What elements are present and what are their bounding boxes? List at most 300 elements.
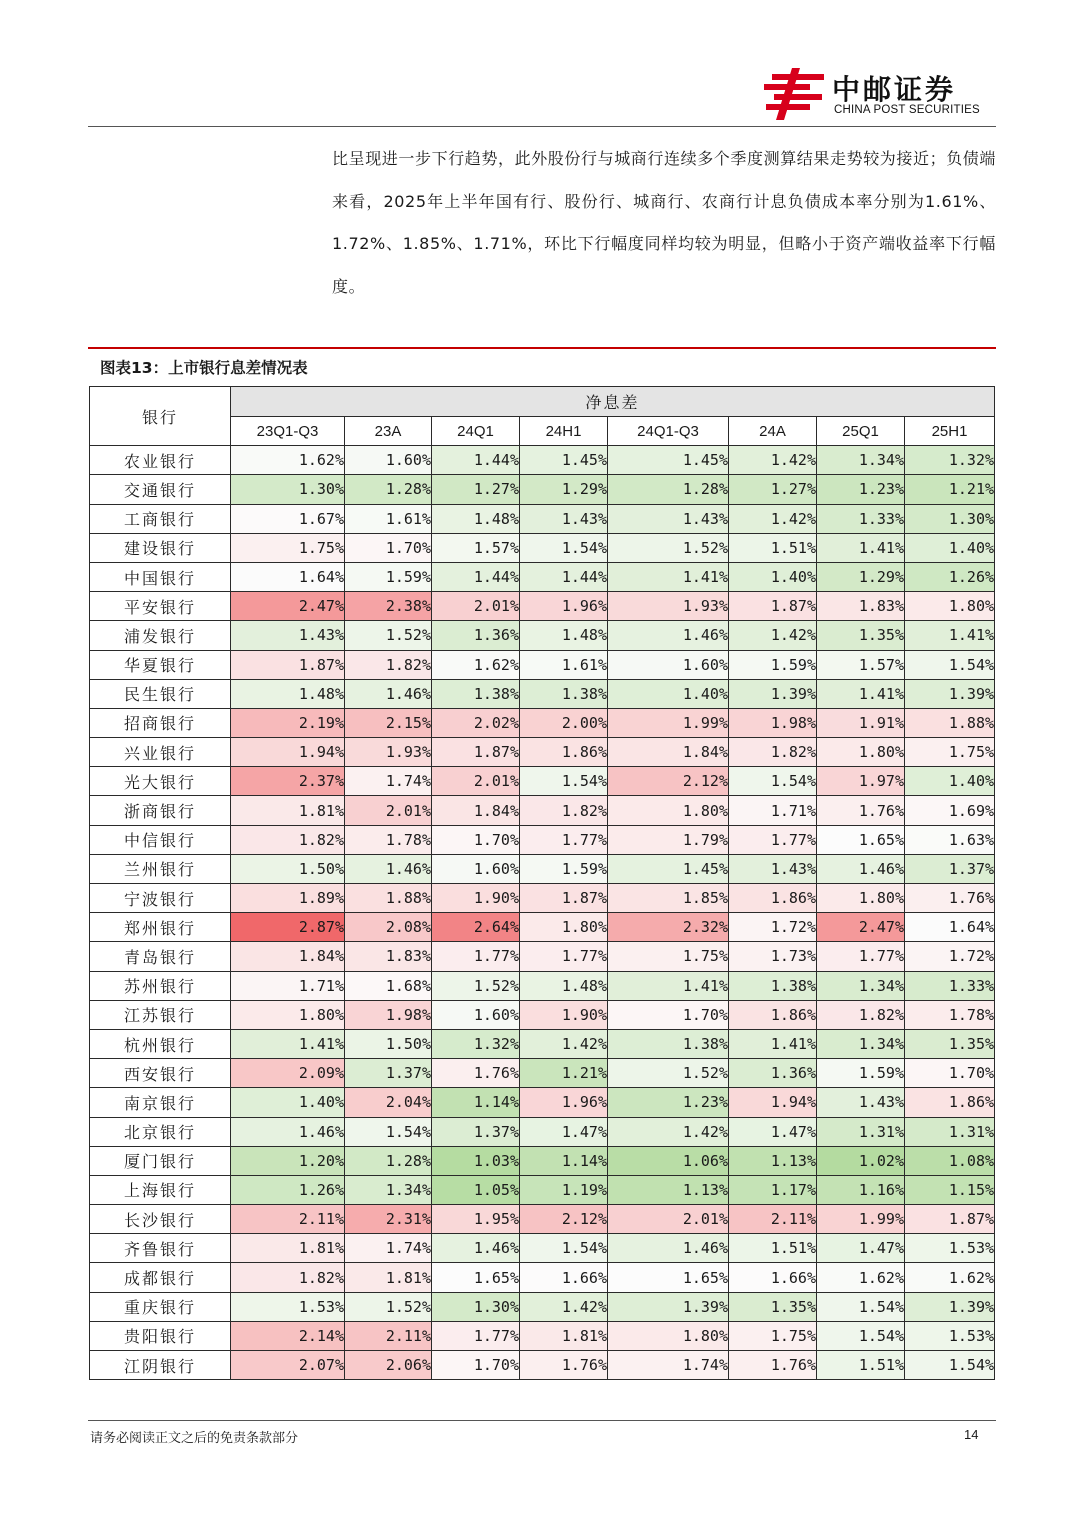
nim-value-cell: 1.47% [520, 1117, 608, 1146]
nim-value-cell: 1.42% [520, 1029, 608, 1058]
bank-name-cell: 华夏银行 [90, 650, 231, 679]
nim-value-cell: 1.50% [231, 854, 345, 883]
bank-name-cell: 青岛银行 [90, 942, 231, 971]
nim-value-cell: 1.51% [729, 533, 817, 562]
nim-value-cell: 1.52% [432, 971, 520, 1000]
nim-value-cell: 1.46% [432, 1234, 520, 1263]
table-row [90, 796, 995, 825]
table-row [90, 1205, 995, 1234]
bank-name-cell: 长沙银行 [90, 1205, 231, 1234]
column-header: 23Q1-Q3 [231, 417, 345, 446]
nim-value-cell: 1.47% [729, 1117, 817, 1146]
nim-value-cell: 1.99% [817, 1205, 905, 1234]
nim-value-cell: 2.19% [231, 708, 345, 737]
nim-value-cell: 1.98% [729, 708, 817, 737]
nim-value-cell: 2.12% [520, 1205, 608, 1234]
nim-value-cell: 1.93% [608, 592, 729, 621]
nim-value-cell: 1.39% [729, 679, 817, 708]
column-header: 23A [345, 417, 432, 446]
bank-column-header: 银行 [90, 387, 231, 446]
nim-value-cell: 1.75% [729, 1321, 817, 1350]
nim-value-cell: 1.54% [817, 1321, 905, 1350]
nim-value-cell: 1.60% [345, 446, 432, 475]
nim-value-cell: 1.82% [231, 1263, 345, 1292]
nim-value-cell: 1.94% [231, 738, 345, 767]
nim-value-cell: 1.72% [905, 942, 995, 971]
nim-value-cell: 1.23% [608, 1088, 729, 1117]
bank-name-cell: 成都银行 [90, 1263, 231, 1292]
nim-value-cell: 1.46% [345, 679, 432, 708]
nim-value-cell: 1.70% [905, 1059, 995, 1088]
nim-value-cell: 1.83% [817, 592, 905, 621]
nim-value-cell: 2.08% [345, 913, 432, 942]
nim-value-cell: 1.33% [817, 504, 905, 533]
nim-value-cell: 1.88% [345, 884, 432, 913]
bank-name-cell: 浦发银行 [90, 621, 231, 650]
nim-value-cell: 2.37% [231, 767, 345, 796]
nim-value-cell: 1.60% [432, 854, 520, 883]
nim-value-cell: 1.43% [231, 621, 345, 650]
table-row [90, 446, 995, 475]
nim-value-cell: 1.77% [817, 942, 905, 971]
nim-value-cell: 1.76% [905, 884, 995, 913]
bank-name-cell: 民生银行 [90, 679, 231, 708]
nim-value-cell: 1.41% [608, 971, 729, 1000]
nim-value-cell: 1.57% [432, 533, 520, 562]
nim-value-cell: 1.60% [432, 1000, 520, 1029]
nim-value-cell: 1.91% [817, 708, 905, 737]
bank-name-cell: 建设银行 [90, 533, 231, 562]
nim-value-cell: 1.53% [231, 1292, 345, 1321]
nim-value-cell: 1.84% [608, 738, 729, 767]
nim-value-cell: 1.62% [905, 1263, 995, 1292]
bank-name-cell: 兴业银行 [90, 738, 231, 767]
nim-value-cell: 1.59% [729, 650, 817, 679]
nim-value-cell: 1.54% [520, 1234, 608, 1263]
nim-value-cell: 1.48% [231, 679, 345, 708]
nim-value-cell: 1.95% [432, 1205, 520, 1234]
column-header: 24H1 [520, 417, 608, 446]
nim-value-cell: 2.11% [729, 1205, 817, 1234]
nim-value-cell: 1.76% [432, 1059, 520, 1088]
nim-value-cell: 1.65% [608, 1263, 729, 1292]
nim-value-cell: 1.13% [608, 1175, 729, 1204]
nim-value-cell: 1.66% [520, 1263, 608, 1292]
nim-value-cell: 1.71% [231, 971, 345, 1000]
nim-value-cell: 1.79% [608, 825, 729, 854]
nim-value-cell: 1.46% [608, 621, 729, 650]
nim-value-cell: 1.75% [231, 533, 345, 562]
table-row [90, 1117, 995, 1146]
nim-value-cell: 1.87% [520, 884, 608, 913]
bank-name-cell: 平安银行 [90, 592, 231, 621]
nim-value-cell: 2.06% [345, 1351, 432, 1380]
nim-value-cell: 1.13% [729, 1146, 817, 1175]
table-row [90, 562, 995, 591]
table-row [90, 708, 995, 737]
nim-value-cell: 1.20% [231, 1146, 345, 1175]
nim-value-cell: 1.81% [520, 1321, 608, 1350]
nim-value-cell: 1.41% [729, 1029, 817, 1058]
nim-value-cell: 1.45% [608, 854, 729, 883]
nim-value-cell: 1.70% [432, 1351, 520, 1380]
nim-value-cell: 1.99% [608, 708, 729, 737]
nim-value-cell: 1.65% [432, 1263, 520, 1292]
nim-value-cell: 2.47% [817, 913, 905, 942]
nim-value-cell: 1.30% [231, 475, 345, 504]
nim-value-cell: 1.87% [231, 650, 345, 679]
table-row [90, 913, 995, 942]
nim-value-cell: 1.89% [231, 884, 345, 913]
nim-value-cell: 1.34% [817, 446, 905, 475]
nim-value-cell: 1.45% [520, 446, 608, 475]
bank-name-cell: 苏州银行 [90, 971, 231, 1000]
nim-value-cell: 1.64% [905, 913, 995, 942]
nim-value-cell: 1.44% [520, 562, 608, 591]
nim-value-cell: 1.02% [817, 1146, 905, 1175]
table-row [90, 854, 995, 883]
nim-value-cell: 1.52% [608, 533, 729, 562]
nim-value-cell: 1.23% [817, 475, 905, 504]
table-row [90, 884, 995, 913]
column-header: 24A [729, 417, 817, 446]
nim-value-cell: 1.46% [231, 1117, 345, 1146]
nim-value-cell: 1.26% [905, 562, 995, 591]
nim-value-cell: 1.54% [345, 1117, 432, 1146]
nim-value-cell: 1.46% [608, 1234, 729, 1263]
nim-value-cell: 1.86% [905, 1088, 995, 1117]
nim-value-cell: 1.40% [231, 1088, 345, 1117]
table-row [90, 738, 995, 767]
nim-value-cell: 1.87% [905, 1205, 995, 1234]
nim-value-cell: 1.30% [432, 1292, 520, 1321]
nim-value-cell: 1.43% [729, 854, 817, 883]
nim-value-cell: 1.36% [729, 1059, 817, 1088]
nim-value-cell: 1.86% [729, 884, 817, 913]
nim-value-cell: 1.65% [817, 825, 905, 854]
nim-value-cell: 1.86% [729, 1000, 817, 1029]
nim-value-cell: 1.70% [345, 533, 432, 562]
nim-value-cell: 1.82% [345, 650, 432, 679]
nim-value-cell: 1.86% [520, 738, 608, 767]
table-row [90, 1088, 995, 1117]
nim-value-cell: 1.39% [608, 1292, 729, 1321]
nim-value-cell: 1.35% [905, 1029, 995, 1058]
table-row [90, 1175, 995, 1204]
bank-name-cell: 中信银行 [90, 825, 231, 854]
nim-value-cell: 1.54% [729, 767, 817, 796]
nim-value-cell: 1.40% [905, 767, 995, 796]
nim-table [89, 386, 995, 1380]
nim-value-cell: 1.77% [520, 942, 608, 971]
table-row [90, 1059, 995, 1088]
nim-value-cell: 1.68% [345, 971, 432, 1000]
bank-name-cell: 厦门银行 [90, 1146, 231, 1175]
nim-value-cell: 1.43% [520, 504, 608, 533]
nim-value-cell: 1.88% [905, 708, 995, 737]
nim-value-cell: 1.74% [608, 1351, 729, 1380]
table-row [90, 679, 995, 708]
nim-value-cell: 1.76% [729, 1351, 817, 1380]
nim-value-cell: 1.38% [432, 679, 520, 708]
bank-name-cell: 西安银行 [90, 1059, 231, 1088]
nim-value-cell: 1.87% [432, 738, 520, 767]
nim-value-cell: 1.43% [608, 504, 729, 533]
table-row [90, 533, 995, 562]
nim-value-cell: 1.46% [817, 854, 905, 883]
nim-value-cell: 1.80% [231, 1000, 345, 1029]
table-row [90, 504, 995, 533]
nim-value-cell: 1.76% [520, 1351, 608, 1380]
nim-value-cell: 1.08% [905, 1146, 995, 1175]
table-row [90, 592, 995, 621]
nim-value-cell: 1.94% [729, 1088, 817, 1117]
nim-value-cell: 1.53% [905, 1321, 995, 1350]
bank-name-cell: 江苏银行 [90, 1000, 231, 1029]
nim-value-cell: 1.80% [817, 738, 905, 767]
nim-value-cell: 1.40% [729, 562, 817, 591]
nim-value-cell: 2.00% [520, 708, 608, 737]
nim-value-cell: 1.77% [432, 942, 520, 971]
nim-value-cell: 1.61% [520, 650, 608, 679]
nim-value-cell: 1.87% [729, 592, 817, 621]
table-row [90, 1351, 995, 1380]
nim-value-cell: 1.50% [345, 1029, 432, 1058]
nim-value-cell: 1.42% [729, 621, 817, 650]
nim-value-cell: 1.96% [520, 592, 608, 621]
nim-value-cell: 1.53% [905, 1234, 995, 1263]
nim-value-cell: 1.59% [345, 562, 432, 591]
nim-value-cell: 1.27% [729, 475, 817, 504]
nim-value-cell: 1.81% [345, 1263, 432, 1292]
nim-value-cell: 1.47% [817, 1234, 905, 1263]
nim-value-cell: 1.40% [608, 679, 729, 708]
nim-value-cell: 1.32% [905, 446, 995, 475]
table-row [90, 1000, 995, 1029]
nim-value-cell: 1.45% [608, 446, 729, 475]
nim-value-cell: 2.38% [345, 592, 432, 621]
nim-value-cell: 1.80% [520, 913, 608, 942]
bank-name-cell: 南京银行 [90, 1088, 231, 1117]
nim-value-cell: 1.41% [608, 562, 729, 591]
nim-value-cell: 1.31% [817, 1117, 905, 1146]
nim-value-cell: 1.48% [520, 621, 608, 650]
nim-value-cell: 2.02% [432, 708, 520, 737]
bank-name-cell: 贵阳银行 [90, 1321, 231, 1350]
nim-value-cell: 1.96% [520, 1088, 608, 1117]
nim-value-cell: 1.63% [905, 825, 995, 854]
nim-value-cell: 2.01% [432, 592, 520, 621]
nim-value-cell: 1.37% [345, 1059, 432, 1088]
nim-value-cell: 1.05% [432, 1175, 520, 1204]
nim-value-cell: 1.82% [231, 825, 345, 854]
nim-value-cell: 1.52% [345, 621, 432, 650]
nim-value-cell: 1.71% [729, 796, 817, 825]
figure-top-rule [88, 347, 996, 349]
table-row [90, 1029, 995, 1058]
nim-value-cell: 1.80% [608, 1321, 729, 1350]
nim-value-cell: 1.31% [905, 1117, 995, 1146]
nim-value-cell: 1.44% [432, 562, 520, 591]
bank-name-cell: 上海银行 [90, 1175, 231, 1204]
column-header: 24Q1 [432, 417, 520, 446]
nim-value-cell: 1.48% [432, 504, 520, 533]
footer-disclaimer: 请务必阅读正文之后的免责条款部分 [90, 1431, 299, 1446]
nim-value-cell: 1.62% [817, 1263, 905, 1292]
nim-value-cell: 1.82% [817, 1000, 905, 1029]
nim-value-cell: 1.15% [905, 1175, 995, 1204]
nim-value-cell: 1.52% [608, 1059, 729, 1088]
nim-value-cell: 1.98% [345, 1000, 432, 1029]
logo-chinese-name: 中邮证券 [832, 73, 957, 106]
nim-value-cell: 1.84% [432, 796, 520, 825]
nim-value-cell: 1.46% [345, 854, 432, 883]
nim-value-cell: 1.34% [817, 971, 905, 1000]
table-row [90, 1146, 995, 1175]
nim-value-cell: 1.59% [817, 1059, 905, 1088]
nim-value-cell: 1.16% [817, 1175, 905, 1204]
nim-value-cell: 1.83% [345, 942, 432, 971]
nim-value-cell: 1.21% [905, 475, 995, 504]
bank-name-cell: 兰州银行 [90, 854, 231, 883]
nim-value-cell: 1.03% [432, 1146, 520, 1175]
bank-name-cell: 农业银行 [90, 446, 231, 475]
nim-value-cell: 1.35% [817, 621, 905, 650]
nim-value-cell: 1.66% [729, 1263, 817, 1292]
nim-value-cell: 2.64% [432, 913, 520, 942]
body-paragraph: 比呈现进一步下行趋势，此外股份行与城商行连续多个季度测算结果走势较为接近；负债端来看，2025年上半年国有行、股份行、城商行、农商行计息负债成本率分别为1.61%、1.72%、1.85%、1.71%，环比下行幅度同样均较为明显，但略小于资产端收益率下行幅度。 [332, 149, 997, 296]
nim-value-cell: 1.77% [520, 825, 608, 854]
bank-name-cell: 交通银行 [90, 475, 231, 504]
nim-value-cell: 1.36% [432, 621, 520, 650]
nim-value-cell: 1.32% [432, 1029, 520, 1058]
nim-value-cell: 1.74% [345, 767, 432, 796]
nim-value-cell: 1.70% [608, 1000, 729, 1029]
table-row [90, 621, 995, 650]
nim-value-cell: 1.51% [817, 1351, 905, 1380]
table-row [90, 1263, 995, 1292]
nim-value-cell: 1.59% [520, 854, 608, 883]
footer-rule [88, 1420, 996, 1421]
nim-value-cell: 1.90% [520, 1000, 608, 1029]
bank-name-cell: 郑州银行 [90, 913, 231, 942]
nim-value-cell: 1.57% [817, 650, 905, 679]
nim-value-cell: 1.54% [905, 1351, 995, 1380]
nim-value-cell: 1.28% [608, 475, 729, 504]
nim-value-cell: 1.17% [729, 1175, 817, 1204]
nim-value-cell: 1.21% [520, 1059, 608, 1088]
china-post-logo-icon [762, 68, 826, 120]
nim-value-cell: 1.81% [231, 1234, 345, 1263]
nim-value-cell: 1.73% [729, 942, 817, 971]
nim-value-cell: 1.81% [231, 796, 345, 825]
bank-name-cell: 齐鲁银行 [90, 1234, 231, 1263]
nim-value-cell: 2.47% [231, 592, 345, 621]
nim-value-cell: 1.38% [520, 679, 608, 708]
nim-value-cell: 1.78% [905, 1000, 995, 1029]
nim-value-cell: 1.97% [817, 767, 905, 796]
nim-value-cell: 1.54% [905, 650, 995, 679]
nim-value-cell: 1.82% [520, 796, 608, 825]
bank-name-cell: 重庆银行 [90, 1292, 231, 1321]
nim-value-cell: 1.29% [520, 475, 608, 504]
nim-value-cell: 1.62% [231, 446, 345, 475]
bank-name-cell: 浙商银行 [90, 796, 231, 825]
nim-value-cell: 2.09% [231, 1059, 345, 1088]
nim-value-cell: 1.80% [608, 796, 729, 825]
nim-value-cell: 1.75% [608, 942, 729, 971]
nim-value-cell: 1.85% [608, 884, 729, 913]
nim-value-cell: 1.64% [231, 562, 345, 591]
nim-value-cell: 1.42% [729, 446, 817, 475]
nim-value-cell: 2.32% [608, 913, 729, 942]
nim-value-cell: 1.33% [905, 971, 995, 1000]
nim-value-cell: 1.41% [231, 1029, 345, 1058]
nim-value-cell: 2.15% [345, 708, 432, 737]
nim-value-cell: 1.40% [905, 533, 995, 562]
nim-value-cell: 1.48% [520, 971, 608, 1000]
nim-value-cell: 2.01% [345, 796, 432, 825]
nim-value-cell: 1.70% [432, 825, 520, 854]
nim-value-cell: 1.30% [905, 504, 995, 533]
nim-value-cell: 1.90% [432, 884, 520, 913]
page-number: 14 [964, 1427, 979, 1442]
table-row [90, 971, 995, 1000]
nim-value-cell: 1.84% [231, 942, 345, 971]
nim-value-cell: 1.44% [432, 446, 520, 475]
table-row [90, 942, 995, 971]
nim-value-cell: 1.41% [905, 621, 995, 650]
nim-value-cell: 1.37% [905, 854, 995, 883]
bank-name-cell: 光大银行 [90, 767, 231, 796]
bank-name-cell: 中国银行 [90, 562, 231, 591]
nim-value-cell: 1.54% [520, 533, 608, 562]
nim-value-cell: 2.01% [432, 767, 520, 796]
nim-value-cell: 1.37% [432, 1117, 520, 1146]
table-row [90, 475, 995, 504]
header-rule [88, 126, 996, 127]
nim-value-cell: 1.34% [817, 1029, 905, 1058]
nim-value-cell: 1.69% [905, 796, 995, 825]
nim-value-cell: 1.26% [231, 1175, 345, 1204]
nim-value-cell: 1.82% [729, 738, 817, 767]
nim-value-cell: 1.34% [345, 1175, 432, 1204]
nim-value-cell: 1.77% [432, 1321, 520, 1350]
nim-value-cell: 1.61% [345, 504, 432, 533]
nim-value-cell: 1.54% [520, 767, 608, 796]
nim-value-cell: 1.72% [729, 913, 817, 942]
nim-value-cell: 1.39% [905, 1292, 995, 1321]
nim-value-cell: 1.78% [345, 825, 432, 854]
nim-value-cell: 1.76% [817, 796, 905, 825]
nim-value-cell: 1.39% [905, 679, 995, 708]
bank-name-cell: 杭州银行 [90, 1029, 231, 1058]
company-logo [762, 64, 1002, 124]
nim-value-cell: 2.87% [231, 913, 345, 942]
table-row [90, 1234, 995, 1263]
nim-value-cell: 2.04% [345, 1088, 432, 1117]
bank-name-cell: 招商银行 [90, 708, 231, 737]
nim-value-cell: 1.42% [729, 504, 817, 533]
table-row [90, 767, 995, 796]
bank-name-cell: 宁波银行 [90, 884, 231, 913]
nim-value-cell: 2.11% [231, 1205, 345, 1234]
nim-value-cell: 1.28% [345, 1146, 432, 1175]
nim-value-cell: 1.06% [608, 1146, 729, 1175]
nim-value-cell: 1.52% [345, 1292, 432, 1321]
nim-value-cell: 1.60% [608, 650, 729, 679]
nim-value-cell: 1.27% [432, 475, 520, 504]
